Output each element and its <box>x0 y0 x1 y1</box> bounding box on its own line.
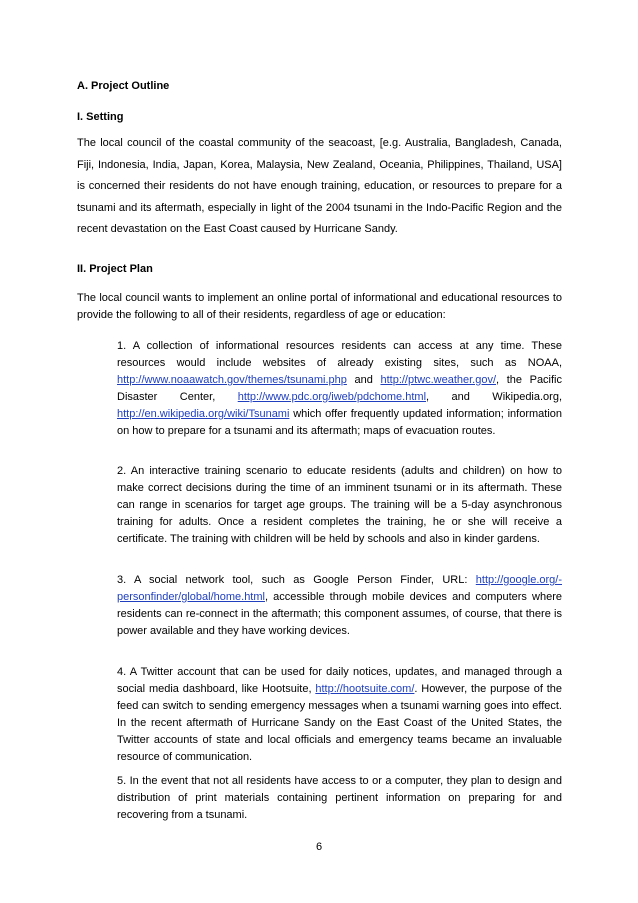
section-heading-project-outline: A. Project Outline <box>77 80 170 92</box>
list-item-twitter-account <box>117 664 562 765</box>
item-text: 3. A social network tool, such as Google Person Finder, URL: <box>117 574 476 586</box>
link-pdc[interactable]: http://www.pdc.org/iweb/pdchome.html <box>237 390 427 403</box>
plan-paragraph: The local council wants to implement an online portal of informational and educational resources to provide the following to all of their residents, regardless of age or education: <box>77 292 562 321</box>
link-hootsuite[interactable]: http://hootsuite.com/ <box>315 682 415 695</box>
item-text: , and Wikipedia.org, <box>426 390 563 403</box>
link-ptwc[interactable]: http://ptwc.weather.gov/ <box>380 373 497 386</box>
link-wikipedia[interactable]: http://en.wikipedia.org/wiki/Tsunami <box>117 407 290 420</box>
list-item-print-materials: 5. In the event that not all residents have access to or a computer, they plan to design and distribution of print materials containing pertinent information on preparing for and recovering from a tsunami. <box>117 775 562 821</box>
list-item-interactive-training: 2. An interactive training scenario to educate residents (adults and children) on how to make correct decisions during the time of an imminent tsunami or in its aftermath. These can range in scenarios for target age groups. The training will be a 5-day asynchronous training for adults. Once a resident completes the training, he or she will receive a certificate. The training with children will be held by schools and also in kinder gardens. <box>117 465 562 545</box>
list-item-social-network-tool <box>117 572 562 640</box>
item-text: 4. A Twitter account that can be used for daily notices, updates, and managed through a social media dashboard, like Hootsuite, <box>117 666 562 695</box>
item-text: , accessible through mobile devices and computers where residents can re-connect in the aftermath; this component assumes, of course, that there is power available and they have working devices. <box>117 590 562 637</box>
section-heading-setting: I. Setting <box>77 111 124 123</box>
item-text: and <box>346 373 381 386</box>
item-text: 1. A collection of informational resources residents can access at any time. These resources would include websites of already existing sites, such as NOAA, <box>117 340 562 369</box>
link-google-person-finder[interactable]: http://google.org/-personfinder/global/home.html <box>117 574 562 603</box>
item-text: which offer frequently updated information; information on how to prepare for a tsunami and its aftermath; maps of evacuation routes. <box>117 407 562 437</box>
page-number: 6 <box>315 841 323 853</box>
item-text: . However, the purpose of the feed can switch to sending emergency messages when a tsunami warning goes into effect. In the recent aftermath of Hurricane Sandy on the East Coast of the United States, the Twitter accounts of state and local officials and emergency teams became an invaluable resource of communication. <box>117 682 562 763</box>
item-text: , the Pacific Disaster Center, <box>117 373 562 403</box>
section-heading-project-plan: II. Project Plan <box>77 263 153 275</box>
list-item-informational-resources <box>117 338 562 439</box>
setting-paragraph: The local council of the coastal community of the seacoast, [e.g. Australia, Bangladesh, Canada, Fiji, Indonesia, India, Japan, Korea, Malaysia, New Zealand, Oceania, Philippines, Thailand, USA] is concerned their residents do not have enough training, education, or resources to prepare for a tsunami and its aftermath, especially in light of the 2004 tsunami in the Indo-Pacific Region and the recent devastation on the East Coast caused by Hurricane Sandy. <box>77 137 562 235</box>
link-noaa[interactable]: http://www.noaawatch.gov/themes/tsunami.php <box>117 373 347 386</box>
